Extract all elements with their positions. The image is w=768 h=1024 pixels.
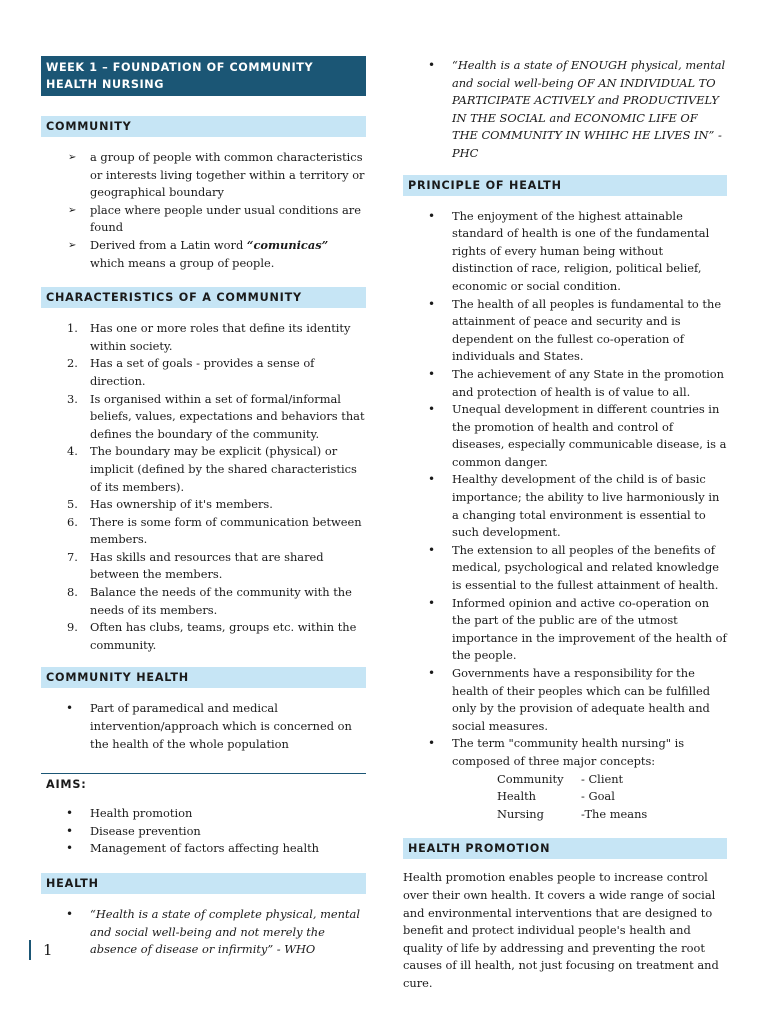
list-item: 6. There is some form of communication between members. xyxy=(67,514,362,547)
concepts-table xyxy=(403,771,727,824)
list-item: • Health promotion xyxy=(41,805,366,823)
bullet-icon: • xyxy=(428,296,436,311)
arrow-bullet-icon: ➢ xyxy=(68,204,77,216)
section-heading-community: COMMUNITY xyxy=(41,116,366,137)
list-item: 5. Has ownership of it's members. xyxy=(67,497,273,512)
list-item: • Governments have a responsibility for the health of their peoples which can be fulfilled only by the provision of adequate health and social measures. xyxy=(428,666,711,733)
community-health-list xyxy=(41,700,366,753)
list-item: • The extension to all peoples of the benefits of medical, psychological and related knowledge is essential to the fullest attainment of health. xyxy=(428,542,719,593)
list-item: • Informed opinion and active co-operation on the part of the public are of the utmost importance in the improvement of the health of the people. xyxy=(428,595,727,663)
list-item: 7. Has skills and resources that are shared between the members. xyxy=(67,549,324,582)
community-list xyxy=(41,149,366,272)
bullet-icon: • xyxy=(66,907,74,921)
list-item: • “Health is a state of ENOUGH physical, mental and social well-being OF AN INDIVIDUAL TO PARTICIPATE ACTIVELY and PRODUCTIVELY IN THE SOCIAL and ECONOMIC LIFE OF THE COMMUNITY IN WHIHC HE LIVES IN” - PHC xyxy=(428,58,726,160)
list-item: 9. Often has clubs, teams, groups etc. within the community. xyxy=(67,620,357,652)
list-item: • Disease prevention xyxy=(41,823,366,841)
health-list-right xyxy=(403,57,727,163)
health-promotion-paragraph: Health promotion enables people to increase control over their own health. It covers a wide range of social and environmental interventions that are designed to benefit and protect individual people's health and quality of life by addressing and preventing the root causes of ill health, not just focusing on treatment and cure. xyxy=(403,870,719,990)
bullet-icon: • xyxy=(428,542,436,557)
bullet-icon: • xyxy=(66,806,74,821)
aims-list xyxy=(41,805,366,858)
section-heading-health-promotion: HEALTH PROMOTION xyxy=(403,838,727,859)
aims-heading: AIMS: xyxy=(41,773,366,795)
bullet-icon: • xyxy=(428,58,436,72)
right-column xyxy=(403,57,727,993)
concept-row: Nursing -The means xyxy=(497,806,648,821)
list-item: ➢ a group of people with common characteristics or interests living together within a territory or geographical boundary xyxy=(68,150,365,200)
list-item: • The term "community health nursing" is composed of three major concepts: xyxy=(428,736,685,768)
latin-word: “comunicas” xyxy=(246,237,329,252)
concept-row: Community - Client xyxy=(497,771,624,786)
bullet-icon: • xyxy=(428,472,436,487)
bullet-icon: • xyxy=(428,402,436,417)
concept-row: Health - Goal xyxy=(497,789,615,804)
section-heading-characteristics: CHARACTERISTICS OF A COMMUNITY xyxy=(41,287,366,308)
bullet-icon: • xyxy=(428,366,436,381)
list-item: • Part of paramedical and medical intervention/approach which is concerned on the health of the whole population xyxy=(66,701,352,751)
bullet-icon: • xyxy=(66,701,74,716)
section-heading-principle: PRINCIPLE OF HEALTH xyxy=(403,175,727,196)
health-list-left xyxy=(41,906,366,959)
page-number: 1 xyxy=(29,940,53,960)
list-item: • Healthy development of the child is of basic importance; the ability to live harmoniously in a changing total environment is essential to such development. xyxy=(428,472,720,540)
list-item: 8. Balance the needs of the community with the needs of its members. xyxy=(67,585,352,617)
principle-list xyxy=(403,208,727,771)
list-item: • The enjoyment of the highest attainable standard of health is one of the fundamental rights of every human being without distinction of race, religion, political belief, economic or social condition. xyxy=(428,208,710,293)
list-item: 1. Has one or more roles that define its identity within society. xyxy=(67,321,351,353)
bullet-icon: • xyxy=(428,736,436,751)
bullet-icon: • xyxy=(66,841,74,856)
list-item: ➢ place where people under usual conditions are found xyxy=(68,202,361,235)
list-item: 2. Has a set of goals - provides a sense of direction. xyxy=(67,356,315,388)
list-item: ➢ Derived from a Latin word “comunicas” which means a group of people. xyxy=(68,237,329,270)
arrow-bullet-icon: ➢ xyxy=(68,239,77,251)
week-title: WEEK 1 – FOUNDATION OF COMMUNITY HEALTH NURSING xyxy=(41,56,366,96)
list-item: • Unequal development in different countries in the promotion of health and control of diseases, especially communicable disease, is a common danger. xyxy=(428,402,727,469)
section-heading-community-health: COMMUNITY HEALTH xyxy=(41,667,366,688)
bullet-icon: • xyxy=(428,595,436,610)
characteristics-list xyxy=(41,320,366,654)
list-item: • The health of all peoples is fundamental to the attainment of peace and security and is dependent on the fullest co-operation of individuals and States. xyxy=(428,296,722,364)
list-item: • Management of factors affecting health xyxy=(41,840,366,858)
bullet-icon: • xyxy=(428,208,436,223)
list-item: 4. The boundary may be explicit (physical) or implicit (defined by the shared characteristics of its members). xyxy=(67,444,357,494)
arrow-bullet-icon: ➢ xyxy=(68,152,77,163)
list-item: • The achievement of any State in the promotion and protection of health is of value to all. xyxy=(428,366,724,399)
left-column xyxy=(41,56,366,959)
list-item: • “Health is a state of complete physical, mental and social well-being and not merely the absence of disease or infirmity” - WHO xyxy=(66,907,360,957)
section-heading-health: HEALTH xyxy=(41,873,366,894)
bullet-icon: • xyxy=(428,666,436,680)
bullet-icon: • xyxy=(66,823,74,838)
list-item: 3. Is organised within a set of formal/informal beliefs, values, expectations and behaviors that defines the boundary of the community. xyxy=(67,391,365,441)
